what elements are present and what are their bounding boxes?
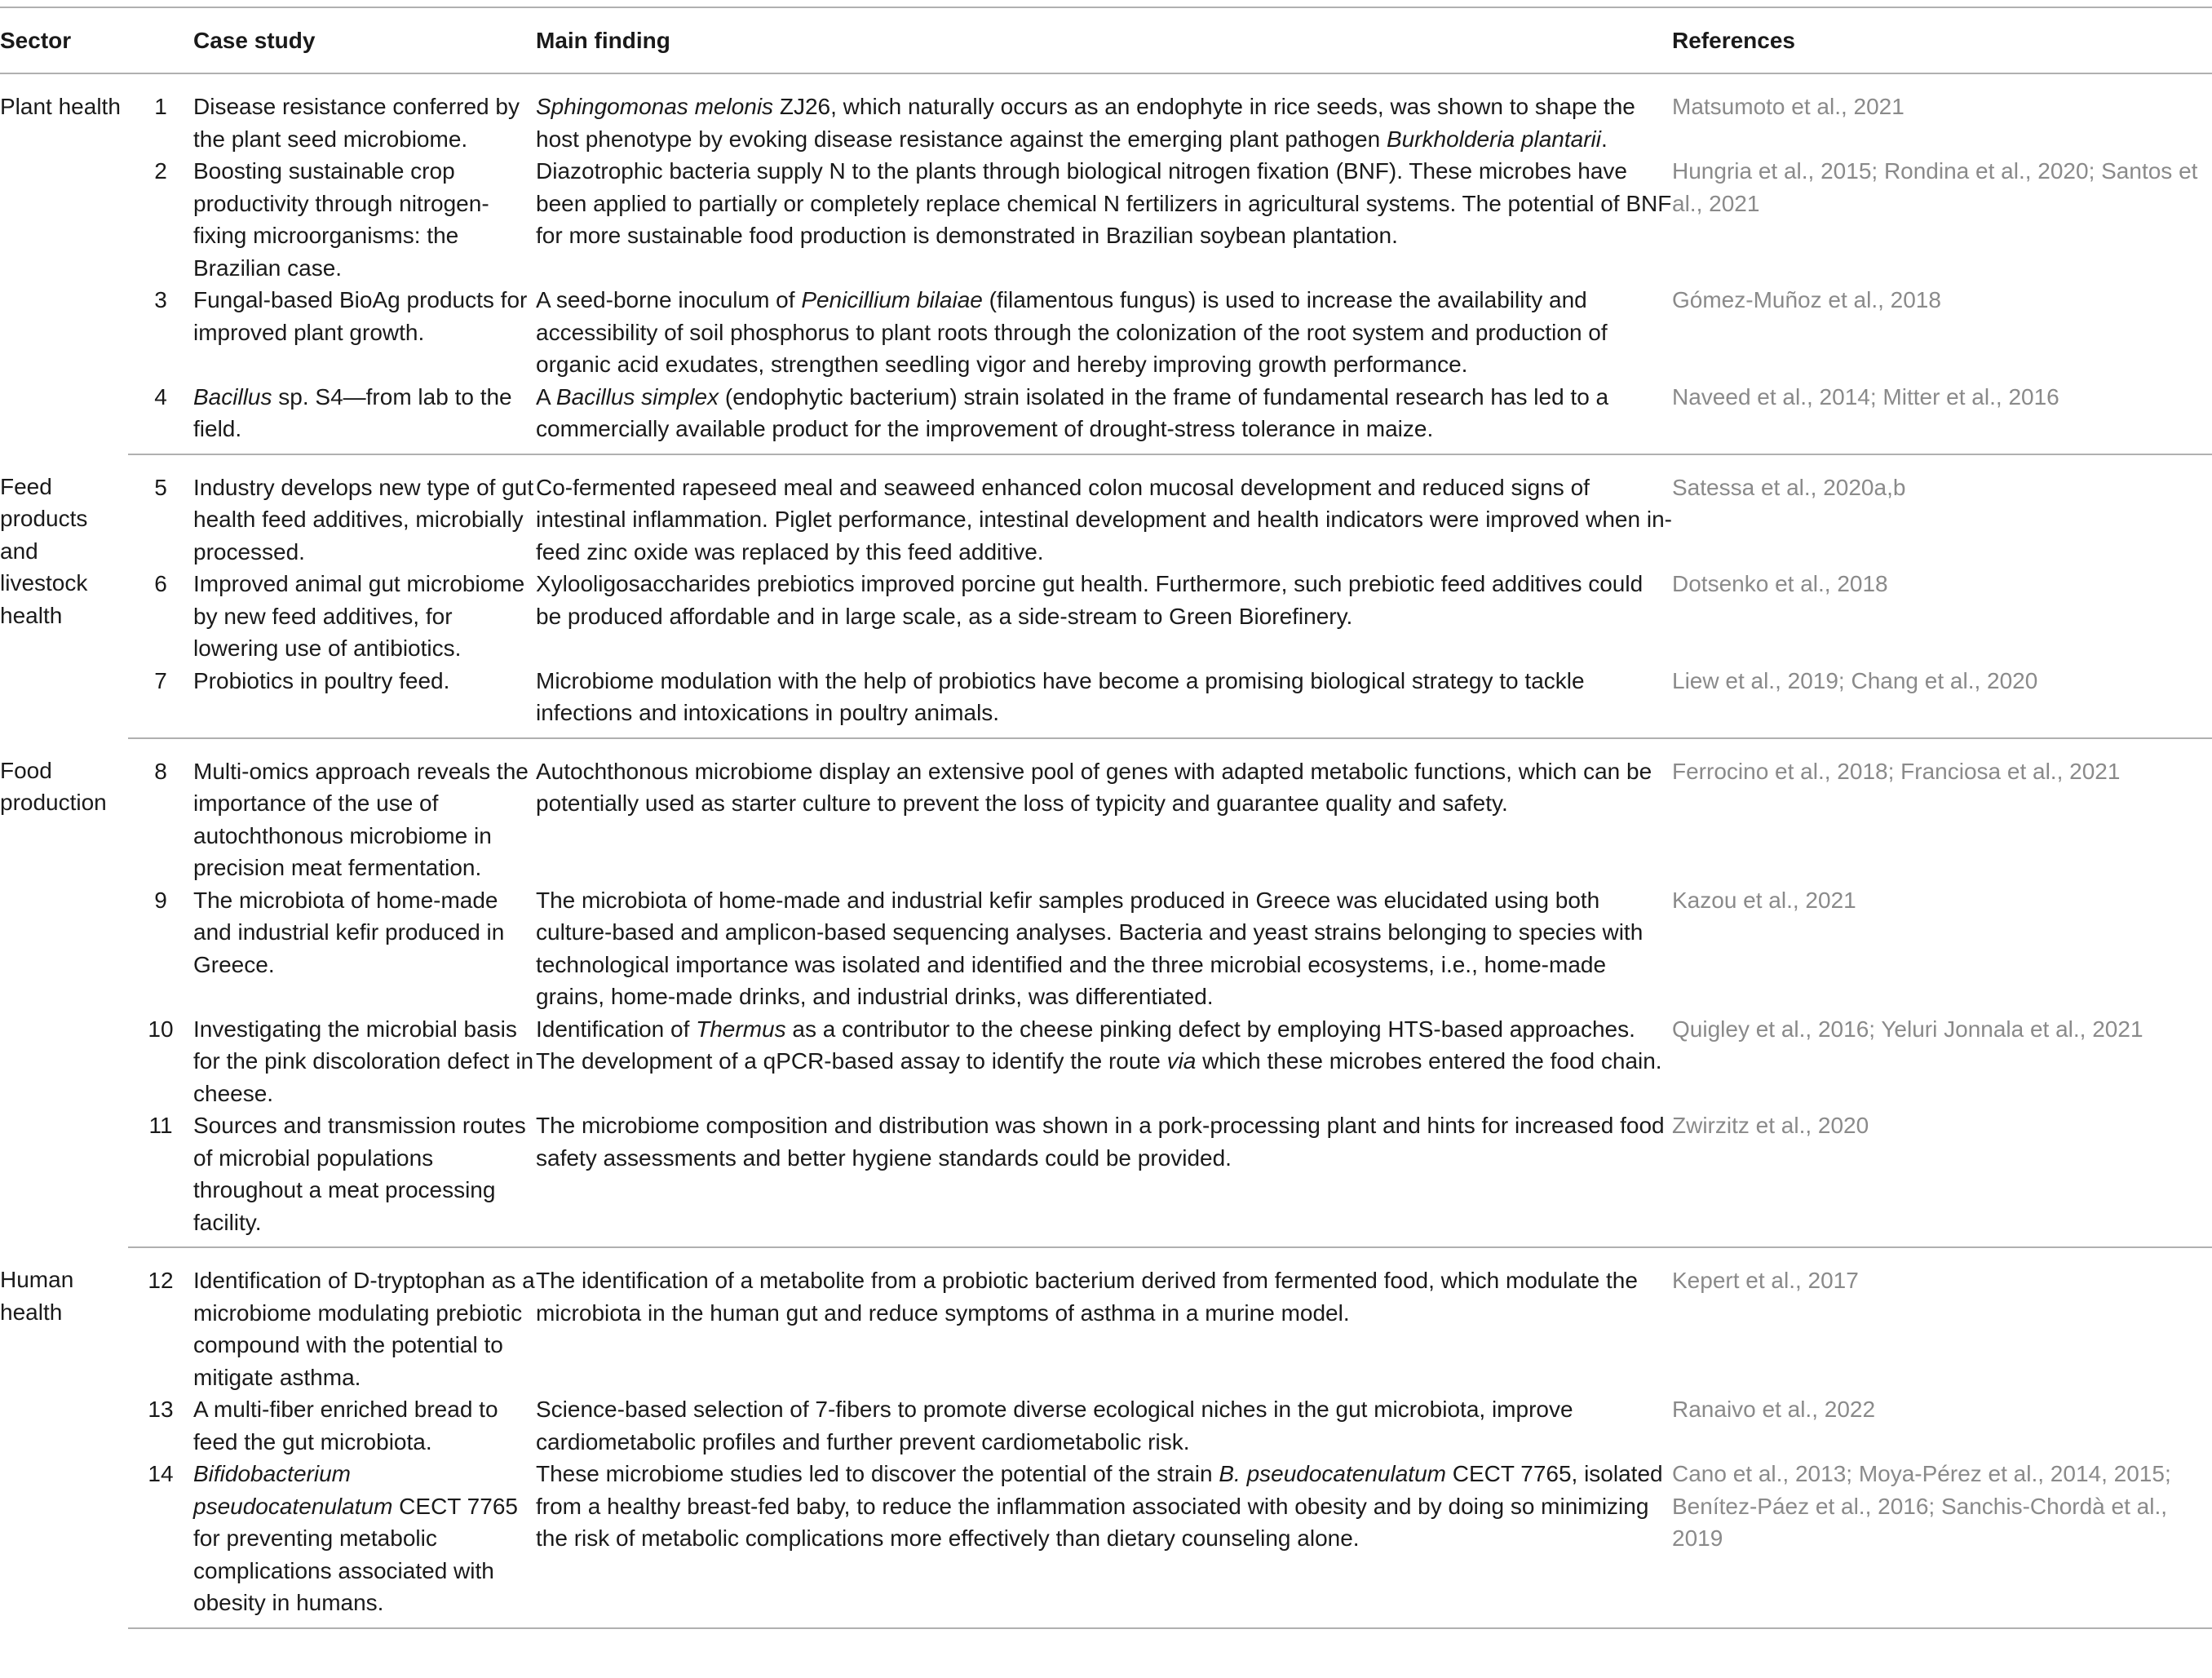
references-cell: Dotsenko et al., 2018	[1672, 571, 1888, 596]
case-study-cell: Probiotics in poultry feed.	[193, 665, 536, 738]
references-cell: Kepert et al., 2017	[1672, 1268, 1859, 1293]
table-row	[0, 155, 2212, 284]
main-finding-cell: The identification of a metabolite from a probiotic bacterium derived from fermented food, which modulate the microbiota in the human gut and reduce symptoms of asthma in a murine model.	[536, 1268, 1638, 1326]
case-number: 9	[154, 887, 167, 913]
references-cell: Kazou et al., 2021	[1672, 887, 1856, 913]
case-study-cell: Boosting sustainable crop productivity through nitrogen-fixing microorganisms: the Brazilian case.	[193, 158, 489, 281]
main-finding-cell: Diazotrophic bacteria supply N to the plants through biological nitrogen fixation (BNF). These microbes have been applied to partially or completely replace chemical N fertilizers in agricultural systems. The potential of BNF for more sustainable food production is demonstrated in Brazilian soybean plantation.	[536, 158, 1672, 248]
case-study-cell: Bifidobacterium pseudocatenulatum CECT 7765 for preventing metabolic complications associated with obesity in humans.	[193, 1458, 536, 1628]
case-number: 1	[154, 94, 167, 119]
main-finding-cell: Identification of Thermus as a contributor to the cheese pinking defect by employing HTS-based approaches. The development of a qPCR-based assay to identify the route via which these microbes entered the food chain.	[536, 1016, 1662, 1074]
case-study-cell: Industry develops new type of gut health feed additives, microbially processed.	[193, 474, 534, 564]
case-study-cell: Multi-omics approach reveals the importance of the use of autochthonous microbiome in precision meat fermentation.	[193, 758, 529, 880]
references-cell: Satessa et al., 2020a,b	[1672, 474, 1906, 500]
references-cell: Naveed et al., 2014; Mitter et al., 2016	[1672, 381, 2212, 454]
main-finding-cell: The microbiota of home-made and industrial kefir samples produced in Greece was elucidated using both culture-based and amplicon-based sequencing analyses. Bacteria and yeast strains belonging to species with technological importance was isolated and identified and the three microbial ecosystems, i.e., home-made grains, home-made drinks, and industrial drinks, was differentiated.	[536, 887, 1644, 1009]
main-finding-cell: These microbiome studies led to discover the potential of the strain B. pseudocatenulatum CECT 7765, isolated from a healthy breast-fed baby, to reduce the inflammation associated with obesity and by doing so minimizing the risk of metabolic complications more effectively than dietary counseling alone.	[536, 1458, 1672, 1628]
main-finding-cell: A Bacillus simplex (endophytic bacterium) strain isolated in the frame of fundamental research has led to a commercially available product for the improvement of drought-stress tolerance in maize.	[536, 381, 1672, 454]
case-number: 12	[148, 1268, 174, 1293]
case-number: 6	[154, 571, 167, 596]
sector-human-health: Human health	[0, 1267, 74, 1325]
case-study-cell: The microbiota of home-made and industrial kefir produced in Greece.	[193, 887, 505, 977]
case-study-cell: Sources and transmission routes of microbial populations throughout a meat processing facility.	[193, 1109, 536, 1247]
header-number	[128, 7, 193, 73]
table-row	[0, 1458, 2212, 1628]
case-number: 10	[148, 1016, 174, 1042]
main-finding-cell: Co-fermented rapeseed meal and seaweed enhanced colon mucosal development and reduced signs of intestinal inflammation. Piglet performance, intestinal development and health indicators were improved when in-feed zinc oxide was replaced by this feed additive.	[536, 474, 1672, 564]
case-number: 4	[128, 381, 193, 454]
references-cell: Liew et al., 2019; Chang et al., 2020	[1672, 665, 2212, 738]
header-case-study: Case study	[193, 27, 316, 53]
main-finding-cell: A seed-borne inoculum of Penicillium bilaiae (filamentous fungus) is used to increase the availability and accessibility of soil phosphorus to plant roots through the colonization of the root system and production of organic acid exudates, strengthen seedling vigor and hereby improving growth performance.	[536, 287, 1608, 377]
case-number: 14	[128, 1458, 193, 1628]
references-cell: Gómez-Muñoz et al., 2018	[1672, 287, 1941, 312]
main-finding-cell: Autochthonous microbiome display an extensive pool of genes with adapted metabolic functions, which can be potentially used as starter culture to prevent the loss of typicity and guarantee quality and safety.	[536, 758, 1652, 816]
table-row	[0, 568, 2212, 665]
case-study-table	[0, 7, 2212, 1629]
case-number: 8	[154, 758, 167, 784]
table-row	[0, 884, 2212, 1013]
main-finding-cell: Science-based selection of 7-fibers to promote diverse ecological niches in the gut microbiota, improve cardiometabolic profiles and further prevent cardiometabolic risk.	[536, 1397, 1573, 1454]
main-finding-cell: The microbiome composition and distribution was shown in a pork-processing plant and hints for increased food safety assessments and better hygiene standards could be provided.	[536, 1109, 1672, 1247]
table-row	[0, 381, 2212, 454]
case-number: 2	[154, 158, 167, 184]
sector-feed-livestock: Feed products and livestock health	[0, 473, 88, 628]
case-number: 3	[154, 287, 167, 312]
case-study-cell: Disease resistance conferred by the plant seed microbiome.	[193, 94, 520, 152]
sector-plant-health: Plant health	[0, 94, 121, 119]
case-number: 11	[128, 1109, 193, 1247]
sector-food-production: Food production	[0, 757, 107, 815]
table-header-row	[0, 7, 2212, 73]
table-row	[0, 1013, 2212, 1110]
table-row	[0, 73, 2212, 155]
table-row	[0, 1247, 2212, 1393]
references-cell: Ranaivo et al., 2022	[1672, 1397, 1876, 1422]
main-finding-cell: Sphingomonas melonis ZJ26, which naturally occurs as an endophyte in rice seeds, was shown to shape the host phenotype by evoking disease resistance against the emerging plant pathogen Burkholderia plantarii.	[536, 94, 1635, 152]
references-cell: Quigley et al., 2016; Yeluri Jonnala et al., 2021	[1672, 1016, 2143, 1042]
case-study-cell: A multi-fiber enriched bread to feed the gut microbiota.	[193, 1397, 498, 1454]
header-main-finding: Main finding	[536, 27, 670, 53]
case-study-cell: Identification of D-tryptophan as a microbiome modulating prebiotic compound with the potential to mitigate asthma.	[193, 1268, 535, 1390]
main-finding-cell: Microbiome modulation with the help of probiotics have become a promising biological strategy to tackle infections and intoxications in poultry animals.	[536, 665, 1672, 738]
table-row	[0, 738, 2212, 884]
header-references: References	[1672, 27, 1795, 53]
references-cell: Matsumoto et al., 2021	[1672, 94, 1905, 119]
case-study-cell: Investigating the microbial basis for the pink discoloration defect in cheese.	[193, 1016, 534, 1106]
main-finding-cell: Xylooligosaccharides prebiotics improved porcine gut health. Furthermore, such prebiotic feed additives could be produced affordable and in large scale, as a side-stream to Green Biorefinery.	[536, 571, 1644, 629]
case-study-cell: Improved animal gut microbiome by new feed additives, for lowering use of antibiotics.	[193, 571, 525, 661]
table-row	[0, 454, 2212, 569]
case-number: 7	[128, 665, 193, 738]
references-cell: Hungria et al., 2015; Rondina et al., 2020; Santos et al., 2021	[1672, 158, 2198, 216]
header-sector: Sector	[0, 27, 72, 53]
table-row	[0, 284, 2212, 381]
case-study-cell: Fungal-based BioAg products for improved plant growth.	[193, 287, 528, 345]
references-cell: Ferrocino et al., 2018; Franciosa et al., 2021	[1672, 758, 2121, 784]
references-cell: Cano et al., 2013; Moya-Pérez et al., 2014, 2015; Benítez-Páez et al., 2016; Sanchis-Chordà et al., 2019	[1672, 1458, 2212, 1628]
references-cell: Zwirzitz et al., 2020	[1672, 1109, 2212, 1247]
case-number: 13	[148, 1397, 174, 1422]
case-study-cell: Bacillus sp. S4—from lab to the field.	[193, 381, 536, 454]
table-row	[0, 665, 2212, 738]
table-row	[0, 1109, 2212, 1247]
case-number: 5	[154, 474, 167, 500]
table-row	[0, 1393, 2212, 1458]
